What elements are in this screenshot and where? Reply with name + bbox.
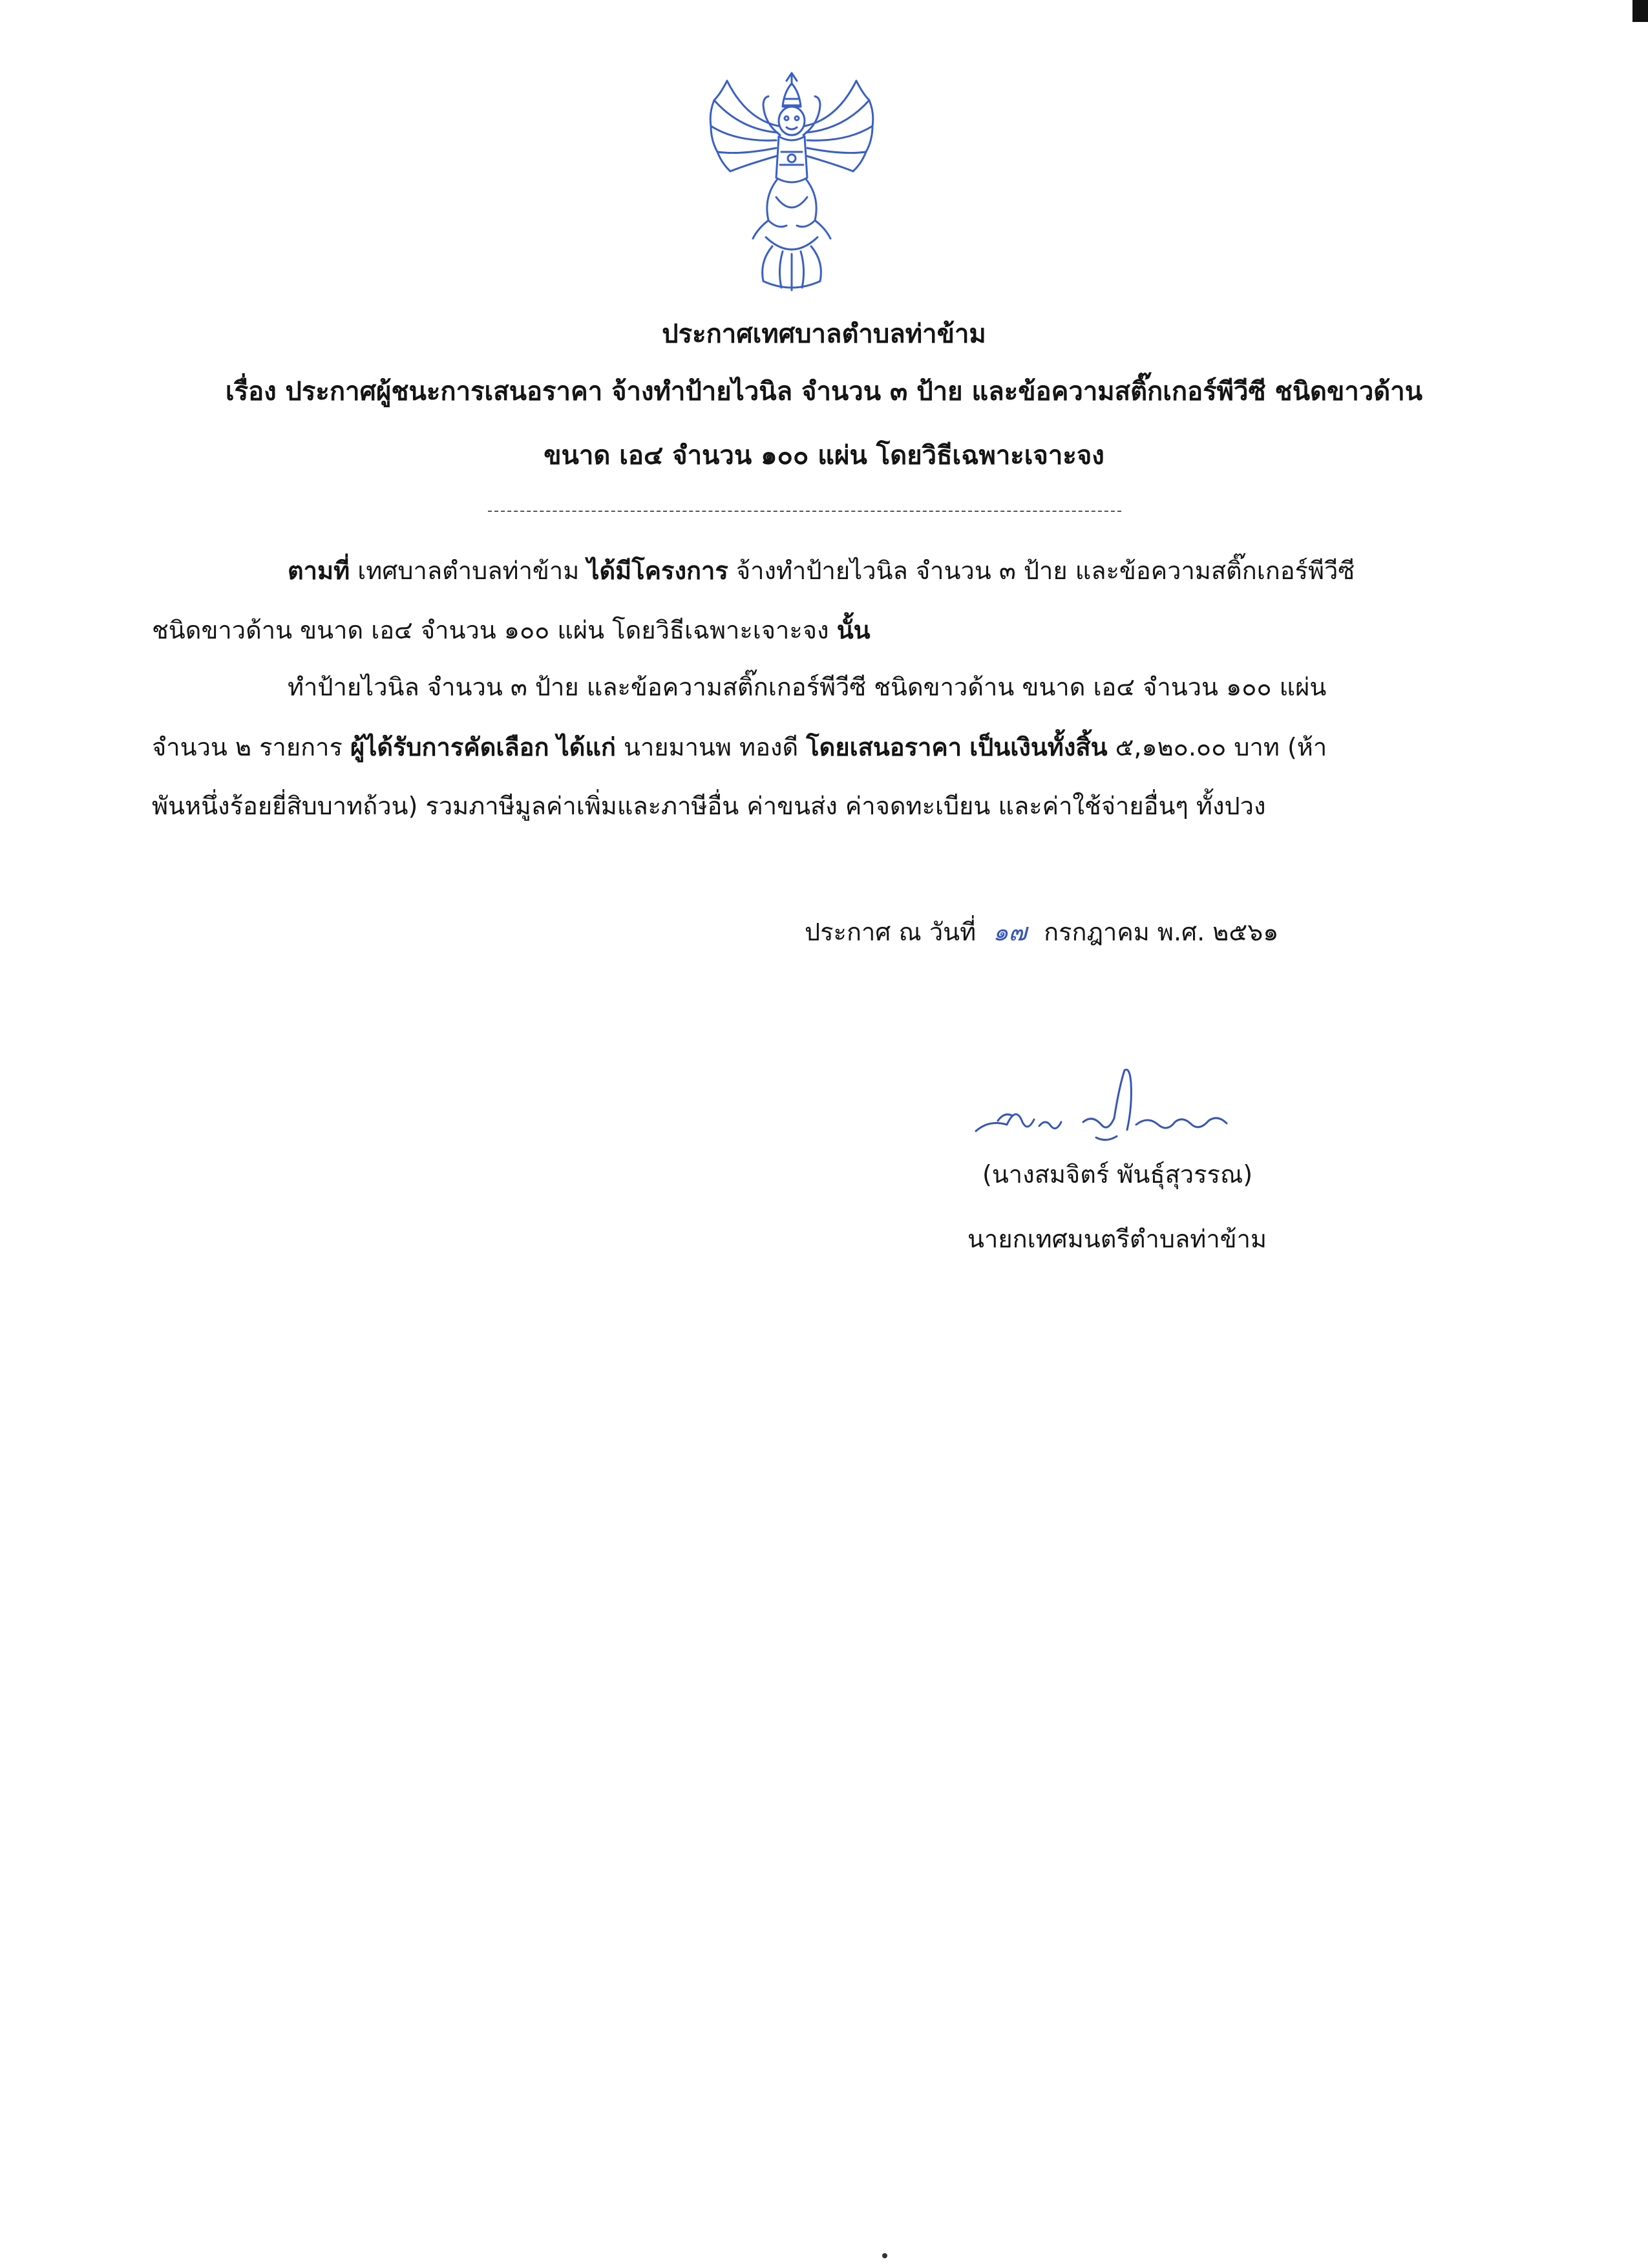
- paragraph-2-line-1: ทำป้ายไวนิล จำนวน ๓ ป้าย และข้อความสติ๊กเกอร์พีวีซี ชนิดขาวด้าน ขนาด เอ๔ จำนวน ๑๐๐ แผ่น: [288, 673, 1327, 701]
- text-span: ชนิดขาวด้าน ขนาด เอ๔ จำนวน ๑๐๐ แผ่น โดยวิธีเฉพาะเจาะจง: [152, 616, 837, 644]
- scan-speck: [882, 2253, 887, 2258]
- signer-name: (นางสมจิตร์ พันธุ์สุวรรณ): [982, 1160, 1253, 1189]
- text-span: เทศบาลตำบลท่าข้าม: [350, 556, 587, 585]
- closing-word: นั้น: [836, 616, 871, 644]
- text-span: [962, 733, 969, 761]
- paragraph-1-lead-word: ตามที่: [288, 556, 350, 585]
- date-month-year: กรกฎาคม พ.ศ. ๒๕๖๑: [1044, 918, 1279, 946]
- paragraph-2-line-3: พันหนึ่งร้อยยี่สิบบาทถ้วน) รวมภาษีมูลค่าเพิ่มและภาษีอื่น ค่าขนส่ง ค่าจดทะเบียน และค่าใช้จ่ายอื่นๆ ทั้งปวง: [152, 792, 1266, 820]
- handwritten-signature: [969, 1060, 1254, 1144]
- text-span: จำนวน ๒ รายการ: [152, 733, 350, 761]
- text-span: จ้างทำป้ายไวนิล จำนวน ๓ ป้าย และข้อความสติ๊กเกอร์พีวีซี: [728, 556, 1355, 585]
- date-day-handwritten: ๑๗: [993, 918, 1027, 946]
- awardee-name: นายมานพ ทองดี: [615, 733, 807, 761]
- project-label: ได้มีโครงการ: [587, 556, 728, 585]
- paragraph-1-line-2: [152, 618, 871, 642]
- total-amount-label: เป็นเงินทั้งสิ้น: [969, 733, 1108, 761]
- awardee-label: ได้แก่: [556, 733, 616, 761]
- announcement-heading: ประกาศเทศบาลตำบลท่าข้าม: [662, 319, 986, 349]
- signer-position: นายกเทศมนตรีตำบลท่าข้าม: [967, 1225, 1267, 1253]
- announcement-subject-line-1: เรื่อง ประกาศผู้ชนะการเสนอราคา จ้างทำป้ายไวนิล จำนวน ๓ ป้าย และข้อความสติ๊กเกอร์พีวีซี ชนิดขาวด้าน: [225, 377, 1423, 407]
- total-amount: ๕,๑๒๐.๐๐ บาท (ห้า: [1107, 733, 1327, 761]
- date-prefix: ประกาศ ณ วันที่: [805, 918, 977, 946]
- paragraph-1-line-1: [288, 558, 1355, 583]
- dashed-divider: [488, 511, 1121, 512]
- selected-party-label: ผู้ได้รับการคัดเลือก: [350, 733, 549, 761]
- paragraph-2-line-2: [152, 735, 1327, 759]
- text-span: [549, 733, 557, 761]
- garuda-emblem-icon: [701, 68, 882, 294]
- announcement-subject-line-2: ขนาด เอ๔ จำนวน ๑๐๐ แผ่น โดยวิธีเฉพาะเจาะจง: [544, 441, 1104, 471]
- scan-edge-mark: [1632, 0, 1648, 22]
- offer-label: โดยเสนอราคา: [806, 733, 962, 761]
- announcement-date: [805, 920, 1278, 944]
